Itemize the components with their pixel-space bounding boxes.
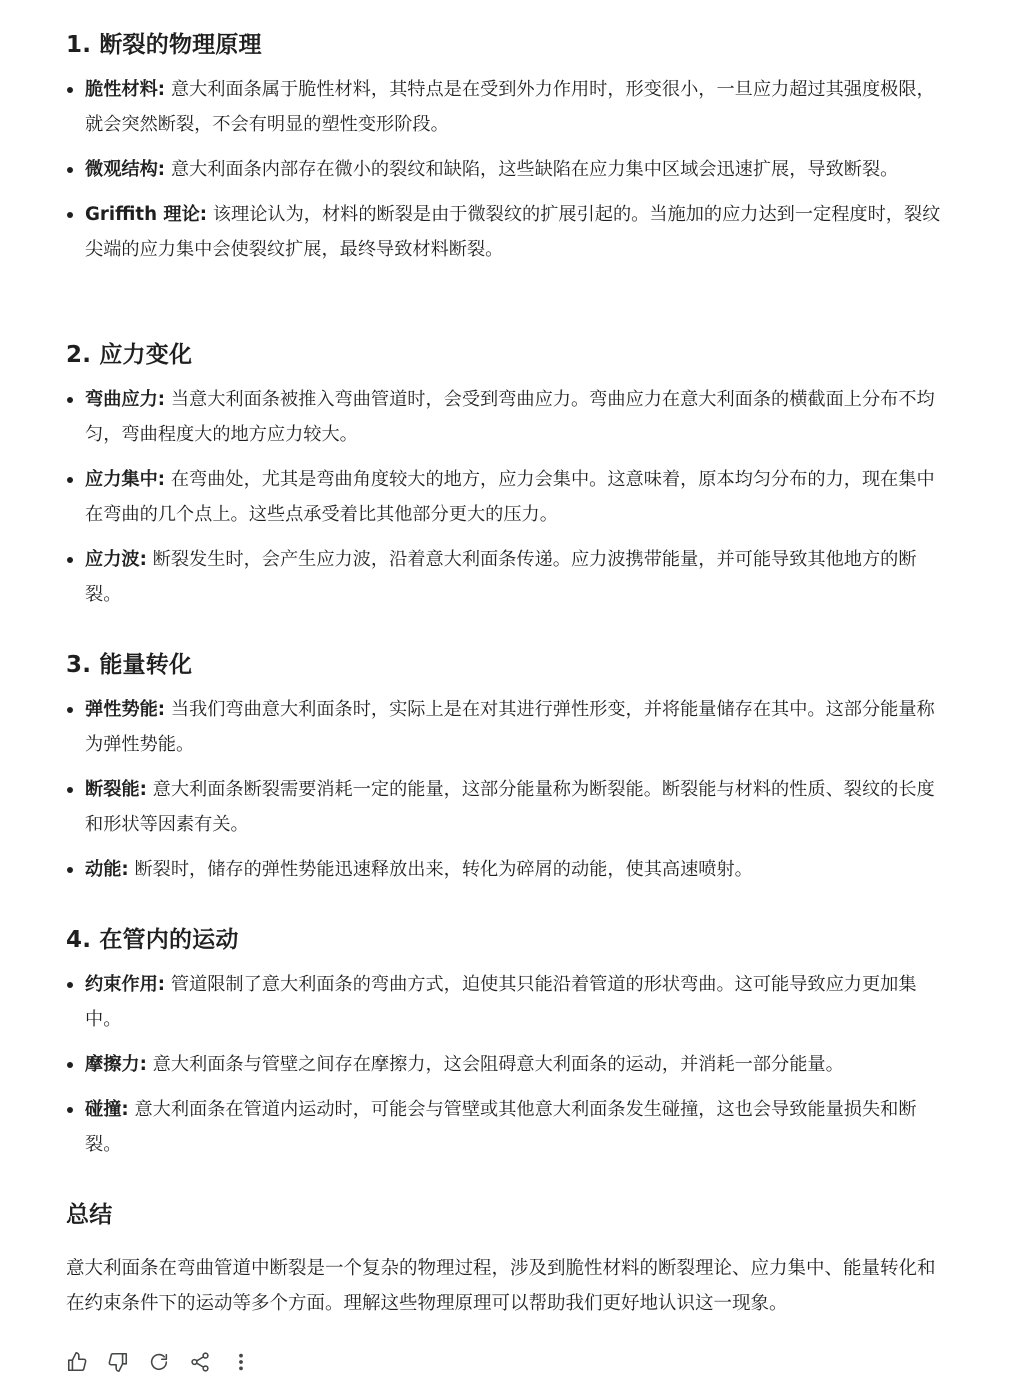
item-text: 意大利面条属于脆性材料，其特点是在受到外力作用时，形变很小，一旦应力超过其强度极限，就会突然断裂，不会有明显的塑性变形阶段。 [85, 79, 935, 135]
item-term: 微观结构: [85, 159, 166, 180]
item-term: 应力集中: [85, 469, 166, 490]
section-title: 1. 断裂的物理原理 [66, 32, 262, 58]
item-text: 断裂发生时，会产生应力波，沿着意大利面条传递。应力波携带能量，并可能导致其他地方的断裂。 [85, 549, 917, 605]
summary-text: 意大利面条在弯曲管道中断裂是一个复杂的物理过程，涉及到脆性材料的断裂理论、应力集中、能量转化和在约束条件下的运动等多个方面。理解这些物理原理可以帮助我们更好地认识这一现象。 [66, 1258, 936, 1314]
item-text: 管道限制了意大利面条的弯曲方式，迫使其只能沿着管道的形状弯曲。这可能导致应力更加集中。 [85, 974, 917, 1030]
item-text: 在弯曲处，尤其是弯曲角度较大的地方，应力会集中。这意味着，原本均匀分布的力，现在集中在弯曲的几个点上。这些点承受着比其他部分更大的压力。 [85, 469, 935, 525]
bullet-dot [67, 477, 73, 483]
thumbs-down-button[interactable] [107, 1351, 129, 1373]
item-text: 意大利面条与管壁之间存在摩擦力，这会阻碍意大利面条的运动，并消耗一部分能量。 [146, 1054, 844, 1075]
list-item [66, 462, 951, 532]
list-item [66, 542, 951, 612]
bullet-list [66, 692, 951, 887]
section-title: 3. 能量转化 [66, 652, 193, 678]
bullet-dot [67, 1107, 73, 1113]
item-term: 摩擦力: [85, 1054, 147, 1075]
section-4 [66, 924, 951, 1172]
more-options-button[interactable] [230, 1351, 252, 1373]
bullet-list [66, 382, 951, 612]
bullet-dot [67, 212, 73, 218]
regenerate-button[interactable] [148, 1351, 170, 1373]
thumbs-down-icon [107, 1351, 129, 1373]
list-item [66, 1092, 951, 1162]
section-title: 4. 在管内的运动 [66, 927, 239, 953]
share-icon [189, 1351, 211, 1373]
item-term: 断裂能: [85, 779, 147, 800]
bullet-dot [67, 167, 73, 173]
bullet-list [66, 967, 951, 1162]
share-button[interactable] [189, 1351, 211, 1373]
more-options-icon [230, 1351, 252, 1373]
list-item [66, 152, 951, 187]
bullet-dot [67, 707, 73, 713]
list-item [66, 692, 951, 762]
item-term: 约束作用: [85, 974, 166, 995]
item-term: 动能: [85, 859, 129, 880]
thumbs-up-icon [66, 1351, 88, 1373]
section-1 [66, 29, 951, 277]
bullet-dot [67, 397, 73, 403]
bullet-list [66, 72, 951, 267]
item-term: 弹性势能: [85, 699, 166, 720]
section-title: 2. 应力变化 [66, 342, 193, 368]
summary-title: 总结 [66, 1202, 113, 1228]
response-actions [66, 1350, 271, 1374]
list-item [66, 967, 951, 1037]
summary-section [66, 1199, 951, 1321]
list-item [66, 72, 951, 142]
bullet-dot [67, 87, 73, 93]
bullet-dot [67, 557, 73, 563]
item-text: 当意大利面条被推入弯曲管道时，会受到弯曲应力。弯曲应力在意大利面条的横截面上分布不均匀，弯曲程度大的地方应力较大。 [85, 389, 935, 445]
bullet-dot [67, 867, 73, 873]
item-text: 意大利面条断裂需要消耗一定的能量，这部分能量称为断裂能。断裂能与材料的性质、裂纹的长度和形状等因素有关。 [85, 779, 935, 835]
bullet-dot [67, 1062, 73, 1068]
item-term: 应力波: [85, 549, 147, 570]
item-text: 该理论认为，材料的断裂是由于微裂纹的扩展引起的。当施加的应力达到一定程度时，裂纹尖端的应力集中会使裂纹扩展，最终导致材料断裂。 [85, 204, 941, 260]
regenerate-icon [148, 1351, 170, 1373]
thumbs-up-button[interactable] [66, 1351, 88, 1373]
item-text: 意大利面条内部存在微小的裂纹和缺陷，这些缺陷在应力集中区域会迅速扩展，导致断裂。 [165, 159, 899, 180]
list-item [66, 852, 951, 887]
item-term: 碰撞: [85, 1099, 129, 1120]
item-text: 当我们弯曲意大利面条时，实际上是在对其进行弹性形变，并将能量储存在其中。这部分能量称为弹性势能。 [85, 699, 935, 755]
item-term: Griffith 理论: [85, 204, 208, 225]
list-item [66, 1047, 951, 1082]
bullet-dot [67, 787, 73, 793]
item-text: 意大利面条在管道内运动时，可能会与管壁或其他意大利面条发生碰撞，这也会导致能量损失和断裂。 [85, 1099, 917, 1155]
list-item [66, 382, 951, 452]
section-2 [66, 339, 951, 622]
item-term: 弯曲应力: [85, 389, 166, 410]
list-item [66, 197, 951, 267]
section-3 [66, 649, 951, 897]
list-item [66, 772, 951, 842]
item-text: 断裂时，储存的弹性势能迅速释放出来，转化为碎屑的动能，使其高速喷射。 [128, 859, 753, 880]
bullet-dot [67, 982, 73, 988]
item-term: 脆性材料: [85, 79, 166, 100]
